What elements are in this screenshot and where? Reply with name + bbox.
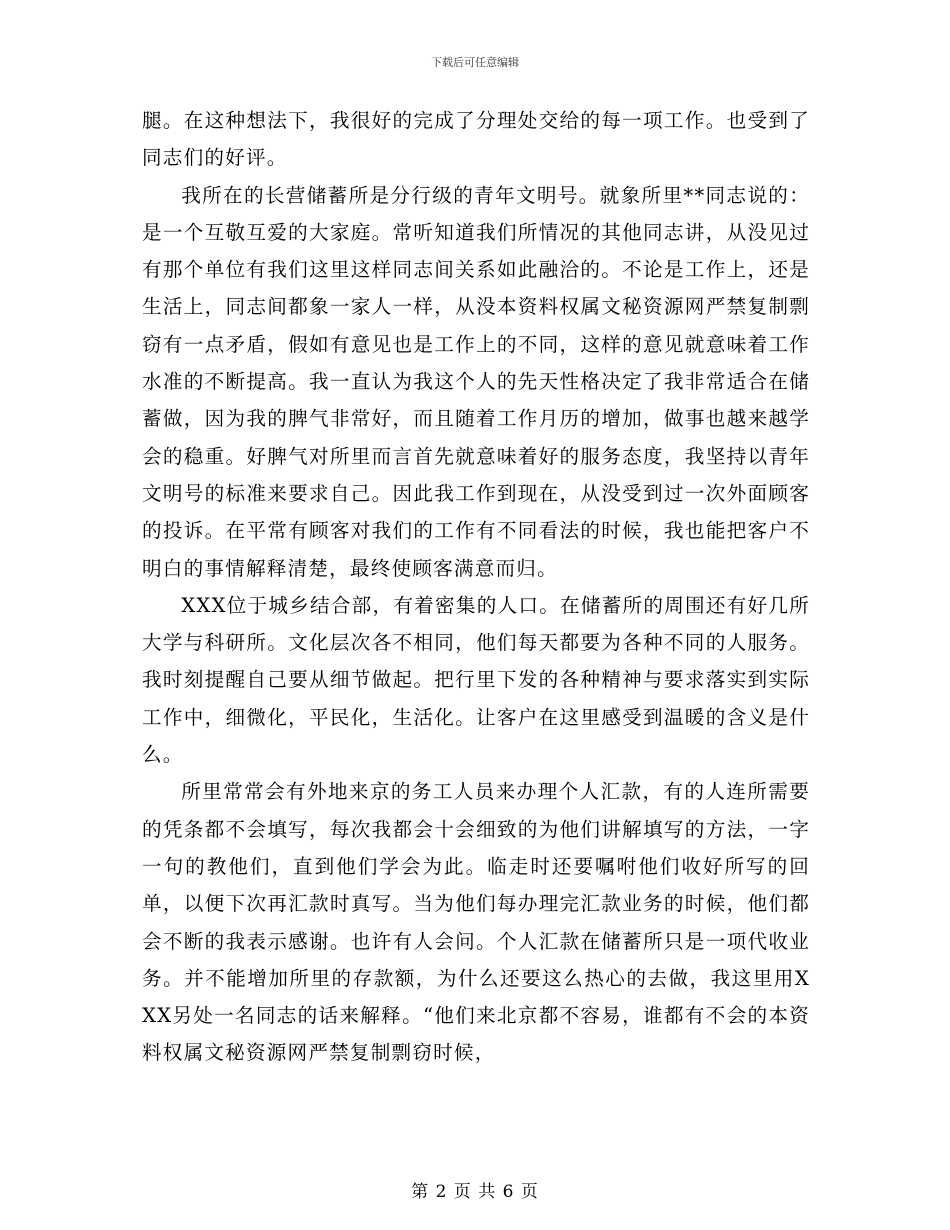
paragraph-remittance: 所里常常会有外地来京的务工人员来办理个人汇款，有的人连所需要的凭条都不会填写，每次我都会十会细致的为他们讲解填写的方法，一字一句的教他们，直到他们学会为此。临走时还要嘱咐他们收好所写的回单，以便下次再汇款时真写。当为他们每办理完汇款业务的时候，他们都会不断的我表示感谢。也许有人会问。个人汇款在储蓄所只是一项代收业务。并不能增加所里的存款额，为什么还要这么热心的去做，我这里用XXX另处一名同志的话来解释。“他们来北京都不容易，谁都有不会的本资料权属文秘资源网严禁复制剽窃时候， — [142, 780, 810, 1065]
paragraph-savings-office: 我所在的长营储蓄所是分行级的青年文明号。就象所里**同志说的：是一个互敬互爱的大家庭。常听知道我们所情况的其他同志讲，从没见过有那个单位有我们这里这样同志间关系如此融洽的。不论是工作上，还是生活上，同志间都象一家人一样，从没本资料权属文秘资源网严禁复制剽窃有一点矛盾，假如有意见也是工作上的不同，这样的意见就意味着工作水准的不断提高。我一直认为我这个人的先天性格决定了我非常适合在储蓄做，因为我的脾气非常好，而且随着工作月历的增加，做事也越来越学会的稳重。好脾气对所里而言首先就意味着好的服务态度，我坚持以青年文明号的标准来要求自己。因此我工作到现在，从没受到过一次外面顾客的投诉。在平常有顾客对我们的工作有不同看法的时候，我也能把客户不明白的事情解释清楚，最终使顾客满意而归。 — [142, 183, 810, 580]
paragraph-location: XXX位于城乡结合部，有着密集的人口。在储蓄所的周围还有好几所大学与科研所。文化层次各不相同，他们每天都要为各种不同的人服务。我时刻提醒自己要从细节做起。把行里下发的各种精神与要求落实到实际工作中，细微化，平民化，生活化。让客户在这里感受到温暖的含义是什么。 — [142, 593, 810, 767]
document-body — [142, 102, 810, 1072]
page-number-footer: 第 2 页 共 6 页 — [411, 1182, 539, 1202]
paragraph-continuation: 腿。在这种想法下，我很好的完成了分理处交给的每一项工作。也受到了同志们的好评。 — [142, 109, 810, 170]
page-header-note: 下载后可任意编辑 — [431, 56, 519, 69]
